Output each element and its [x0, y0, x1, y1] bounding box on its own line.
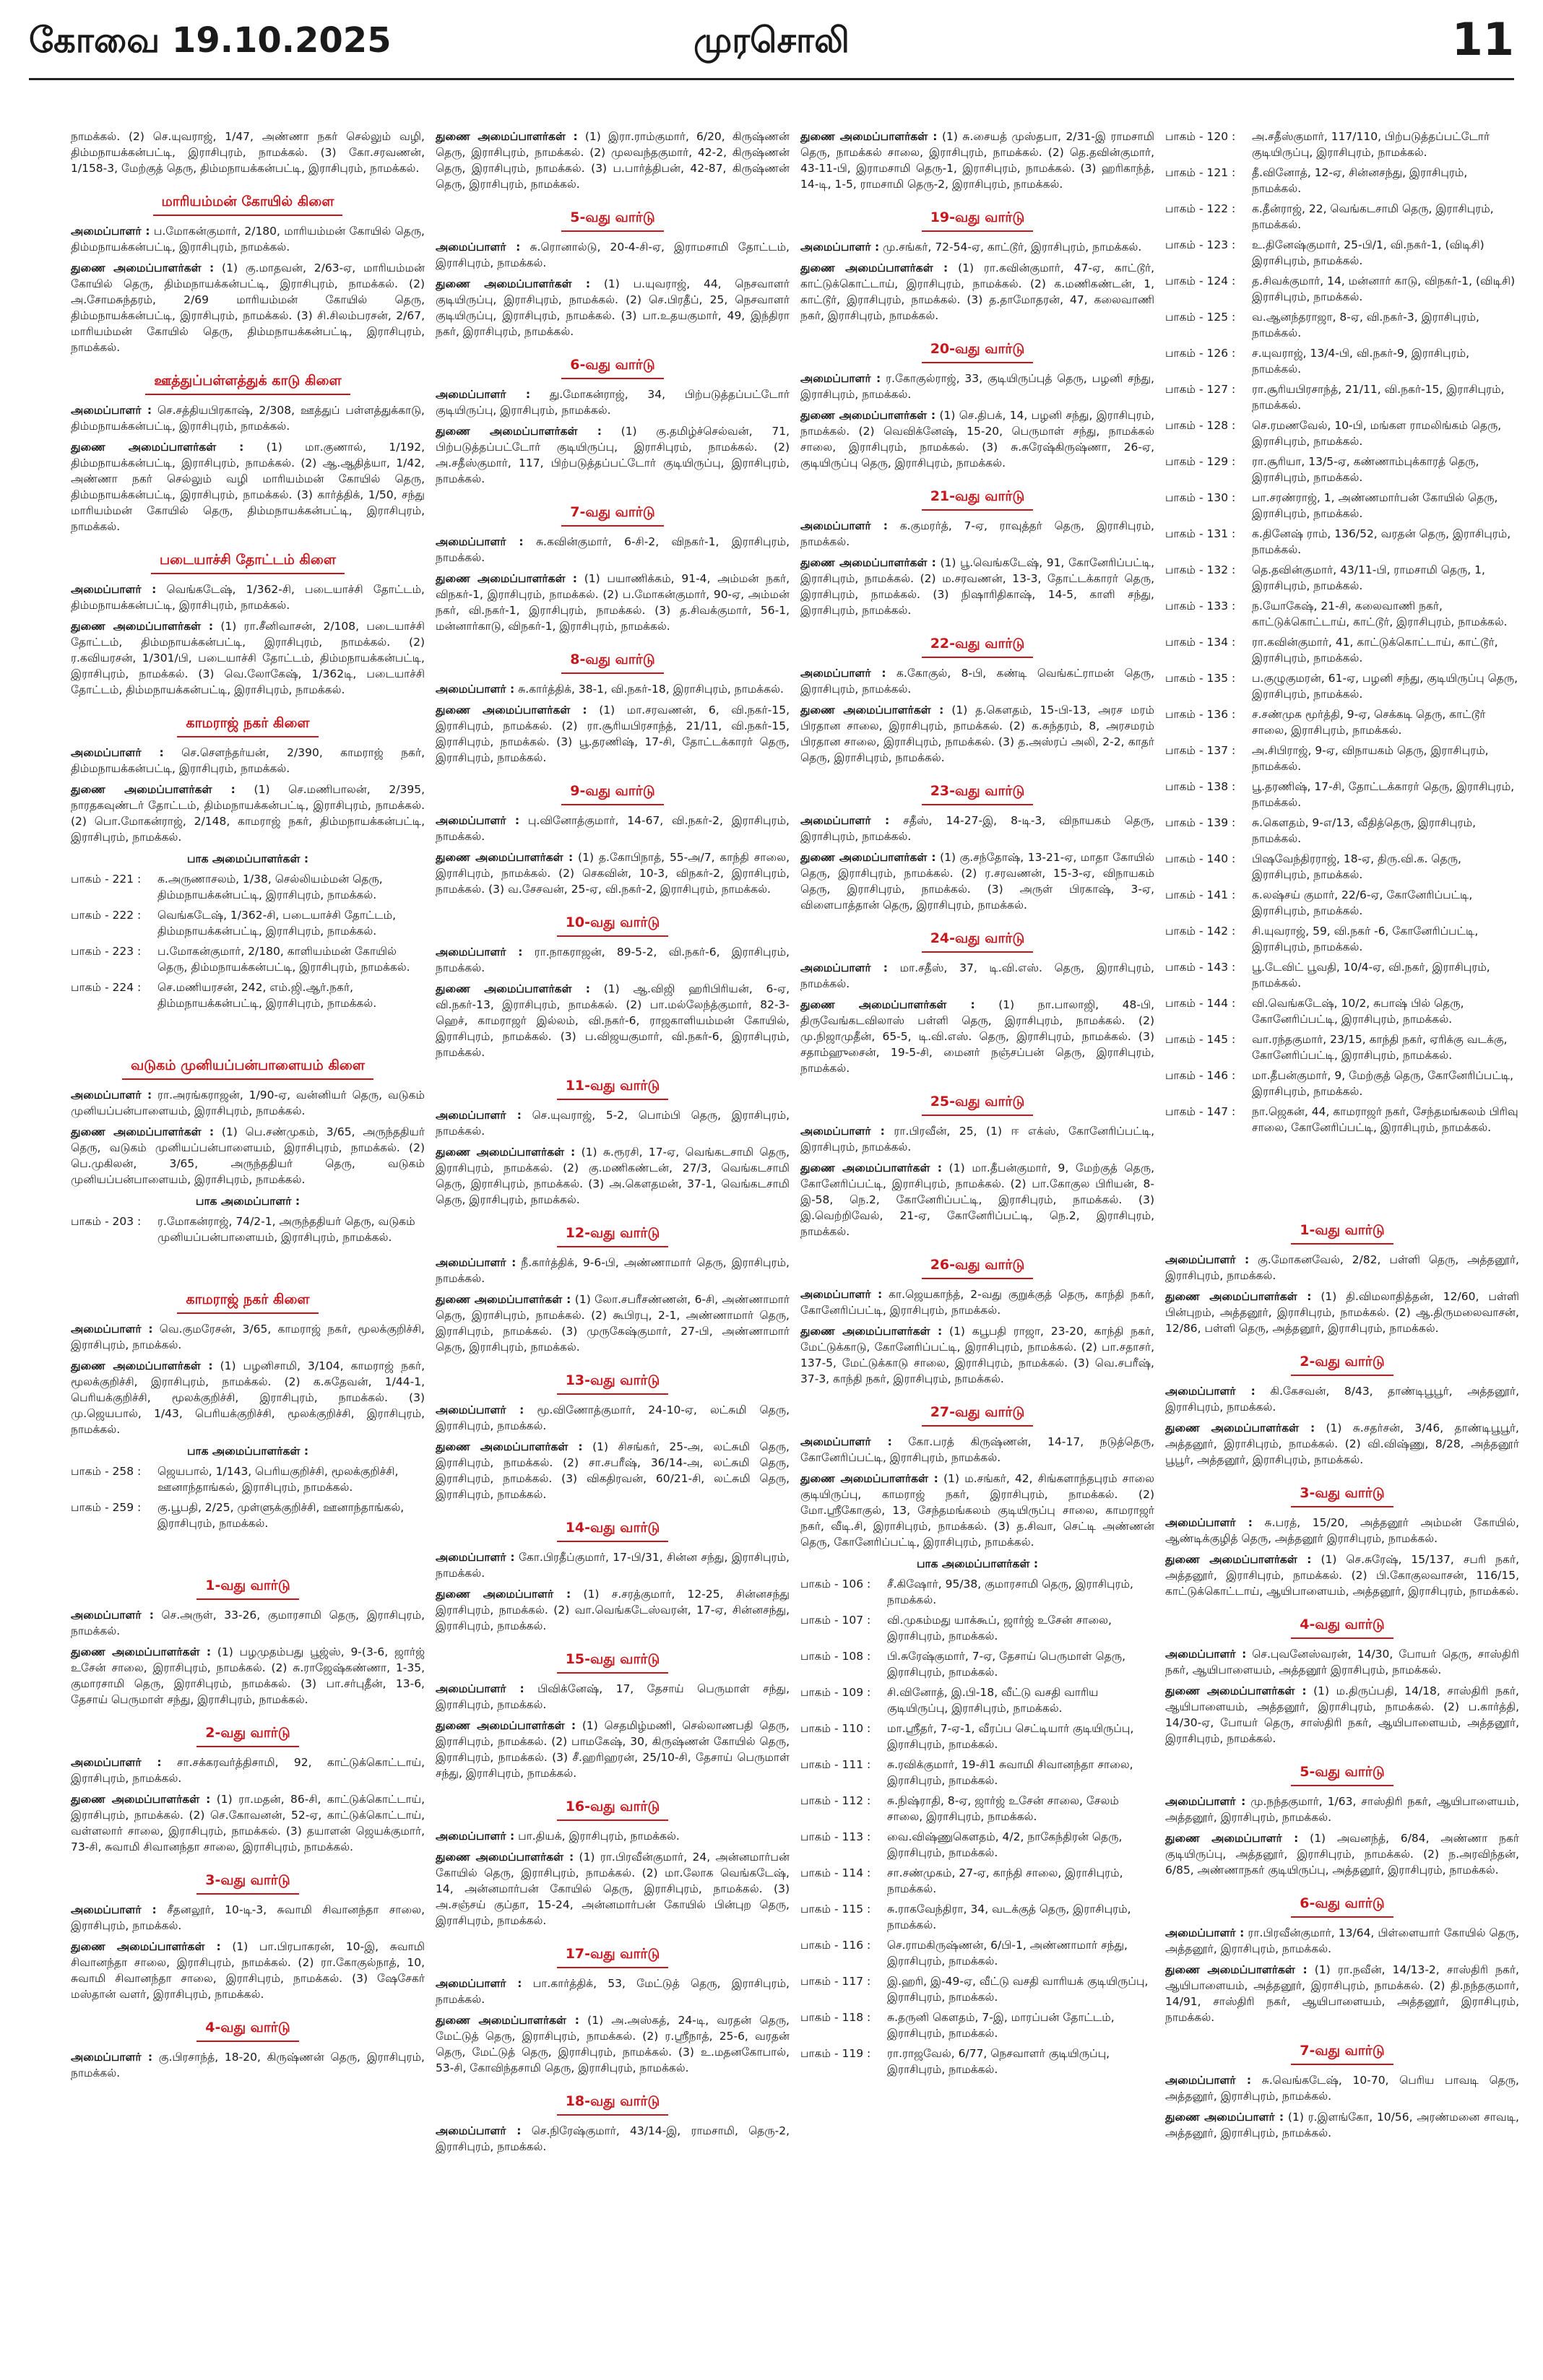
booth-list — [800, 1576, 1154, 2077]
booth-row: பாகம் - 146 : மா.தீபன்குமார், 9, மேற்குத் தெரு, கோனேரிப்பட்டி, இராசிபுரம், நாமக்கல். — [1165, 1069, 1514, 1098]
deputy-entry: துணை அமைப்பாளர்கள் : (1) சு.ரூரசி, 17-ஏ, வெங்கடசாமி தெரு, இராசிபுரம், நாமக்கல். (2) கு.மணிகண்டன், 27/3, வெங்கடசாமி தெரு, இராசிபுரம், நாமக்கல். (3) அ.கௌதமன், 37-1, வெங்கடசாமி தெரு, இராசிபுரம், நாமக்கல். — [436, 1145, 790, 1206]
booth-row: பாகம் - 121 : தீ.வினோத், 12-ஏ, சின்னசந்து, இராசிபுரம், நாமக்கல். — [1165, 166, 1468, 195]
organizer-entry: அமைப்பாளர் : ரா.அரங்கராஜன், 1/90-ஏ, வன்னியர் தெரு, வடுகம் முனியப்பன்பாளையம், இராசிபுரம், நாமக்கல். — [71, 1088, 425, 1117]
organizer-entry: அமைப்பாளர் : க.கோகுல், 8-பி, கண்டி வெங்கட்ராமன் தெரு, இராசிபுரம், நாமக்கல். — [800, 666, 1154, 696]
booth-row: பாகம் - 123 : உ.தினேஷ்குமார், 25-பி/1, வி.நகர்-1, (விடிசி) இராசிபுரம், நாமக்கல். — [1165, 238, 1484, 267]
booth-row: பாகம் - 122 : க.தீன்ராஜ், 22, வெங்கடசாமி தெரு, இராசிபுரம், நாமக்கல். — [1165, 202, 1494, 231]
booth-row: பாகம் - 141 : க.லஷ்சய் குமார், 22/6-ஏ, கோனேரிப்பட்டி, இராசிபுரம், நாமக்கல். — [1165, 888, 1473, 917]
ward-heading: 22-வது வார்டு — [800, 633, 1154, 658]
booth-list — [1165, 129, 1519, 1135]
deputy-entry: துணை அமைப்பாளர்கள் : (1) ம.திருப்பதி, 14/18, சாஸ்திரி நகர், ஆயிபாளையம், அத்தனூர், இராசிபுரம், நாமக்கல். (2) ப.கார்த்தி, 14/30-ஏ, போயர் தெரு, சாஸ்திரி நகர், ஆயிபாளையம், அத்தனூர், இராசிபுரம், நாமக்கல். — [1165, 1684, 1519, 1745]
booth-row: பாகம் - 137 : அ.சிபிராஜ், 9-ஏ, விநாயகம் தெரு, இராசிபுரம், நாமக்கல். — [1165, 744, 1489, 773]
section-heading: காமராஜ் நகர் கிளை — [71, 1289, 425, 1314]
organizer-entry: அமைப்பாளர் : கா.ஜெயகாந்த், 2-வது குறுக்குத் தெரு, காந்தி நகர், கோனேரிப்பட்டி, இராசிபுரம், நாமக்கல். — [800, 1287, 1154, 1317]
booth-heading: பாக அமைப்பாளர்கள் : — [916, 1557, 1039, 1570]
deputy-entry: துணை அமைப்பாளர்கள் : (1) செ.மணிபாலன், 2/395, நாரதகவுண்டர் தோட்டம், திம்மநாயக்கன்பட்டி, இராசிபுரம், நாமக்கல். (2) பொ.மோகன்ராஜ், 2/148, காமராஜ் நகர், திம்மநாயக்கன்பட்டி, இராசிபுரம், நாமக்கல். — [71, 782, 425, 844]
booth-row: பாகம் - 117 : இ.ஹரி, இ-49-ஏ, வீட்டு வசதி வாரியக் குடியிருப்பு, இராசிபுரம், நாமக்கல். — [800, 1974, 1149, 2004]
ward-heading: 2-வது வார்டு — [1165, 1351, 1519, 1376]
booth-row: பாகம் - 203 : ர.மோகன்ராஜ், 74/2-1, அருந்ததியர் தெரு, வடுகம் முனியப்பன்பாளையம், இராசிபுரம், நாமக்கல். — [71, 1214, 415, 1244]
ward-heading: 9-வது வார்டு — [436, 780, 790, 805]
col1-intro: நாமக்கல். (2) செ.யுவராஜ், 1/47, அண்ணா நகர் செல்லும் வழி, திம்மநாயக்கன்பட்டி, இராசிபுரம், நாமக்கல். (3) கோ.சரவணன், 1/158-3, மேற்குத் தெரு, திம்மநாயக்கன்பட்டி, இராசிபுரம், நாமக்கல். — [71, 130, 425, 175]
organizer-entry: அமைப்பாளர் : பிவிக்னேஷ், 17, தேசாய் பெருமாள் சந்து, இராசிபுரம், நாமக்கல். — [436, 1682, 790, 1711]
booth-row: பாகம் - 223 : ப.மோகன்குமார், 2/180, காளியம்மன் கோயில் தெரு, திம்மநாயக்கன்பட்டி, இராசிபுரம், நாமக்கல். — [71, 944, 410, 974]
ward-heading: 5-வது வார்டு — [436, 207, 790, 232]
deputy-entry: துணை அமைப்பாளர்கள் : (1) பா.பிரபாகரன், 10-இ, சுவாமி சிவானந்தா சாலை, இராசிபுரம், நாமக்கல். (2) ரா.கோகுல்நாத், 10, சுவாமி சிவானந்தா சாலை, இராசிபுரம், நாமக்கல். (3) ஷேசேகர் மஸ்தான் வளர், இராசிபுரம், நாமக்கல். — [71, 1939, 425, 2001]
ward-heading: 1-வது வார்டு — [71, 1575, 425, 1600]
booth-row: பாகம் - 139 : சு.கௌதம், 9-எ/13, வீதித்தெரு, இராசிபுரம், நாமக்கல். — [1165, 816, 1477, 845]
booth-row: பாகம் - 134 : ரா.கவின்குமார், 41, காட்டுக்கொட்டாய், காட்டூர், இராசிபுரம், நாமக்கல். — [1165, 636, 1498, 665]
booth-row: பாகம் - 138 : பூ.தரணிஷ், 17-சி, தோட்டக்காரர் தெரு, இராசிபுரம், நாமக்கல். — [1165, 780, 1515, 809]
ward-list — [1165, 1219, 1519, 2141]
deputy-entry: துணை அமைப்பாளர்கள் : (1) ஆ.விஜி ஹரிபிரியன், 6-ஏ, வி.நகர்-13, இராசிபுரம், நாமக்கல். (2) பா.மல்லேந்த்குமார், 82-3-ஹெச், காமராஜர் இல்லம், வி.நகர்-6, ராஜகாளியம்மன் கோயில், இராசிபுரம், நாமக்கல். (3) ப.விஜயகுமார், வி.நகர்-6, இராசிபுரம், நாமக்கல். — [436, 982, 790, 1059]
deputy-entry: துணை அமைப்பாளர்கள் : (1) செதமிழ்மணி, செல்லாணபதி தெரு, இராசிபுரம், நாமக்கல். (2) பாமகேஷ், 30, கிருஷ்ணன் கோயில் தெரு, இராசிபுரம், நாமக்கல். (3) சீ.ஹரிஹரன், 25/10-சி, தேசாய் பெருமாள் சந்து, இராசிபுரம், நாமக்கல். — [436, 1718, 790, 1780]
organizer-entry: அமைப்பாளர் : சு.ரொனால்டு, 20-4-சி-ஏ, இராமசாமி தோட்டம், இராசிபுரம், நாமக்கல். — [436, 240, 790, 269]
masthead — [29, 13, 1514, 80]
ward-heading: 19-வது வார்டு — [800, 207, 1154, 232]
organizer-entry: அமைப்பாளர் : ப.மோகன்குமார், 2/180, மாரியம்மன் கோயில் தெரு, திம்மநாயக்கன்பட்டி, இராசிபுரம், நாமக்கல். — [71, 224, 425, 254]
page-number: 11 — [1451, 13, 1514, 66]
ward-heading: 10-வது வார்டு — [436, 912, 790, 937]
organizer-entry: அமைப்பாளர் : கி.கேசவன், 8/43, தாண்டிபூபூர், அத்தனூர், இராசிபுரம், நாமக்கல். — [1165, 1384, 1519, 1414]
organizer-entry: அமைப்பாளர் : க.குமரர்த், 7-ஏ, ராவுத்தர் தெரு, இராசிபுரம், நாமக்கல். — [800, 519, 1154, 548]
booth-row: பாகம் - 120 : அ.சதீஸ்குமார், 117/110, பிற்படுத்தப்பட்டோர் குடியிருப்பு, இராசிபுரம், நாமக்கல். — [1165, 130, 1490, 159]
booth-row: பாகம் - 119 : ரா.ராஜவேல், 6/77, நெசவாளர் குடியிருப்பு, இராசிபுரம், நாமக்கல். — [800, 2046, 1110, 2076]
organizer-entry: அமைப்பாளர் : கோ.பிரதீப்குமார், 17-பி/31, சின்ன சந்து, இராசிபுரம், நாமக்கல். — [436, 1550, 790, 1580]
booth-row: பாகம் - 131 : க.தினேஷ் ராம், 136/52, வரதன் தெரு, இராசிபுரம், நாமக்கல். — [1165, 527, 1511, 556]
organizer-entry: அமைப்பாளர் : செ.சத்தியபிரகாஷ், 2/308, ஊத்துப் பள்ளத்துக்காடு, திம்மநாயக்கன்பட்டி, இராசிபுரம், நாமக்கல். — [71, 403, 425, 433]
organizer-entry: அமைப்பாளர் : சா.சக்கரவர்த்திசாமி, 92, காட்டுக்கொட்டாய், இராசிபுரம், நாமக்கல். — [71, 1755, 425, 1785]
ward-heading: 6-வது வார்டு — [436, 354, 790, 379]
column-3 — [800, 129, 1154, 2360]
deputy-entry: துணை அமைப்பாளர்கள் : (1) கு.சந்தோஷ், 13-21-ஏ, மாதா கோயில் தெரு, இராசிபுரம், நாமக்கல். (2) ர.சரவணன், 15-3-ஏ, விநாயகம் தெரு, இராசிபுரம், நாமக்கல். (3) அருள் பிரகாஷ், 3-ஏ, விளைபாத்தான் தெரு, இராசிபுரம், நாமக்கல். — [800, 850, 1154, 912]
organizer-entry: அமைப்பாளர் : சு.வெங்கடேஷ், 10-70, பெரிய பாவடி தெரு, அத்தனூர், இராசிபுரம், நாமக்கல். — [1165, 2073, 1519, 2103]
organizer-entry: அமைப்பாளர் : நீ.கார்த்திக், 9-6-பி, அண்ணாமார் தெரு, இராசிபுரம், நாமக்கல். — [436, 1255, 790, 1285]
section-heading: மாரியம்மன் கோயில் கிளை — [71, 191, 425, 216]
booth-row: பாகம் - 107 : வி.முகம்மது யாக்கூப், ஜார்ஜ் உசேன் சாலை, இராசிபுரம், நாமக்கல். — [800, 1613, 1112, 1643]
ward-heading: 5-வது வார்டு — [1165, 1761, 1519, 1786]
deputy-entry: துணை அமைப்பாளர்கள் : (1) ப.யுவராஜ், 44, நெசவாளர் குடியிருப்பு, இராசிபுரம், நாமக்கல். (2) செ.பிரதீப், 25, நெசவாளர் குடியிருப்பு, இராசிபுரம், நாமக்கல். (3) பா.உதயகுமார், 49, இந்திரா நகர், இராசிபுரம், நாமக்கல். — [436, 277, 790, 338]
organizer-entry: அமைப்பாளர் : செ.சௌந்தர்யன், 2/390, காமராஜ் நகர், திம்மநாயக்கன்பட்டி, இராசிபுரம், நாமக்கல். — [71, 745, 425, 775]
deputy-entry: துணை அமைப்பாளர்கள் : (1) சு.சையத் முஸ்தபா, 2/31-இ ராமசாமி தெரு, நாமக்கல் சாலை, இராசிபுரம், நாமக்கல். (2) தெ.தவின்குமார், 43-11-பி, இராமசாமி தெரு-1, இராசிபுரம், நாமக்கல். (3) ஹரிகாந்த், 14-டி, 1-5, ராமசாமி தெரு-2, இராசிபுரம், நாமக்கல். — [800, 130, 1154, 191]
organizer-entry: அமைப்பாளர் : செ.யுவராஜ், 5-2, பொம்பி தெரு, இராசிபுரம், நாமக்கல். — [436, 1108, 790, 1138]
organizer-entry: அமைப்பாளர் : கோ.பரத் கிருஷ்ணன், 14-17, நடுத்தெரு, கோனேரிப்பட்டி, இராசிபுரம், நாமக்கல். — [800, 1435, 1154, 1464]
ward-heading: 23-வது வார்டு — [800, 780, 1154, 805]
deputy-entry: துணை அமைப்பாளர் : (1) ர.இளங்கோ, 10/56, அரண்மனை சாவடி, அத்தனூர், இராசிபுரம், நாமக்கல். — [1165, 2110, 1519, 2139]
deputy-entry: துணை அமைப்பாளர்கள் : (1) அ.அஸ்கத், 24-டி, வரதன் தெரு, மேட்டுத் தெரு, இராசிபுரம், நாமக்கல். (2) ர.ஸ்ரீநாத், 25-6, வரதன் தெரு, மேட்டுத் தெரு, இராசிபுரம், நாமக்கல். (3) உ.மதனகோபால், 53-சி, கோவிந்தசாமி தெரு, இராசிபுரம், நாமக்கல். — [436, 2013, 790, 2074]
ward-heading: 7-வது வார்டு — [436, 501, 790, 527]
ward-heading: 8-வது வார்டு — [436, 649, 790, 674]
deputy-entry: துணை அமைப்பாளர்கள் : (1) பெ.சண்முகம், 3/65, அருந்ததியர் தெரு, வடுகம் முனியப்பன்பாளையம், இராசிபுரம், நாமக்கல். (2) பெ.முகிலன், 3/65, அருந்ததியர் தெரு, வடுகம் முனியப்பன்பாளையம், இராசிபுரம், நாமக்கல். — [71, 1125, 425, 1186]
ward-list — [800, 207, 1154, 1550]
organizer-entry: அமைப்பாளர் : மூ.விணோத்குமார், 24-10-ஏ, லட்சுமி தெரு, இராசிபுரம், நாமக்கல். — [436, 1403, 790, 1432]
deputy-entry: துணை அமைப்பாளர்கள் : (1) மா.குணால், 1/192, திம்மநாயக்கன்பட்டி, இராசிபுரம், நாமக்கல். (2) ஆ.ஆதித்யா, 1/42, அண்ணா நகர் செல்லும் வழி மாரியம்மன் கோயில் தெரு, திம்மநாயக்கன்பட்டி, இராசிபுரம், நாமக்கல். (3) கார்த்திக், 1/50, சந்து மாரியம்மன் கோயில் தெரு, திம்மநாயக்கன்பட்டி, இராசிபுரம், நாமக்கல். — [71, 440, 425, 533]
deputy-entry: துணை அமைப்பாளர்கள் : (1) மா.தீபன்குமார், 9, மேற்குத் தெரு, கோனேரிப்பட்டி, இராசிபுரம், நாமக்கல். (2) பா.கோகுல பிரியன், 8-இ-58, நெ.2, கோனேரிப்பட்டி, இராசிபுரம், நாமக்கல். (3) இ.வெற்றிவேல், 21-ஏ, கோனேரிப்பட்டி, நெ.2, இராசிபுரம், நாமக்கல். — [800, 1161, 1154, 1238]
booth-row: பாகம் - 132 : தெ.தவின்குமார், 43/11-பி, ராமசாமி தெரு, 1, இராசிபுரம், நாமக்கல். — [1165, 563, 1485, 592]
booth-row: பாகம் - 129 : ரா.சூரியா, 13/5-ஏ, கண்ணாம்புக்காரத் தெரு, இராசிபுரம், நாமக்கல். — [1165, 455, 1479, 484]
organizer-entry: அமைப்பாளர் : சு.கவின்குமார், 6-சி-2, விநகர்-1, இராசிபுரம், நாமக்கல். — [436, 535, 790, 564]
booth-row: பாகம் - 115 : சு.ராகவேந்திரா, 34, வடக்குத் தெரு, இராசிபுரம், நாமக்கல். — [800, 1902, 1131, 1931]
ward-heading: 21-வது வார்டு — [800, 485, 1154, 511]
ward-heading: 16-வது வார்டு — [436, 1796, 790, 1821]
organizer-entry: அமைப்பாளர் : ரா.பிரவீன், 25, (1) ஈ எக்ஸ், கோனேரிப்பட்டி, இராசிபுரம், நாமக்கல். — [800, 1124, 1154, 1154]
deputy-entry: துணை அமைப்பாளர்கள் : (1) சு.சதர்சன், 3/46, தாண்டிபூபூர், அத்தனூர், இராசிபுரம், நாமக்கல். (2) வி.விஷ்ணு, 8/28, அத்தனூர் பூபூர், அத்தனூர், இராசிபுரம், நாமக்கல். — [1165, 1421, 1519, 1466]
ward-heading: 6-வது வார்டு — [1165, 1892, 1519, 1918]
deputy-entry: துணை அமைப்பாளர்கள் : (1) பழனிசாமி, 3/104, காமராஜ் நகர், மூலக்குறிச்சி, இராசிபுரம், நாமக்கல். (2) க.சுதேவன், 1/44-1, பெரியக்குறிச்சி, மூலக்குறிச்சி, இராசிபுரம், நாமக்கல். (3) மு.ஜெயபால், 1/43, பெரியக்குறிச்சி, மூலக்குறிச்சி, இராசிபுரம், நாமக்கல். — [71, 1359, 425, 1436]
organizer-entry: அமைப்பாளர் : வெங்கடேஷ், 1/362-சி, படையாச்சி தோட்டம், திம்மநாயக்கன்பட்டி, இராசிபுரம், நாமக்கல். — [71, 582, 425, 612]
booth-row: பாகம் - 110 : மா.ஸ்ரீதர், 7-ஏ-1, வீரப்ப செட்டியார் குடியிருப்பு, இராசிபுரம், நாமக்கல். — [800, 1721, 1134, 1751]
deputy-entry: துணை அமைப்பாளர்கள் : (1) கபூபதி ராஜா, 23-20, காந்தி நகர், மேட்டுக்காடு, கோனேரிப்பட்டி, இராசிபுரம், நாமக்கல். (2) பா.சதாசர், 137-5, மேட்டுக்காடு சாலை, இராசிபுரம், நாமக்கல். (3) வெ.சபரீஷ், 37-3, காந்தி நகர், இராசிபுரம், நாமக்கல். — [800, 1324, 1154, 1385]
organizer-entry: அமைப்பாளர் : பா.தியக், இராசிபுரம், நாமக்கல். — [436, 1829, 680, 1843]
booth-row: பாகம் - 116 : செ.ராமகிருஷ்ணன், 6/பி-1, அண்ணாமார் சந்து, இராசிபுரம், நாமக்கல். — [800, 1938, 1128, 1968]
booth-row: பாகம் - 111 : சு.ரவிக்குமார், 19-சி1 சுவாமி சிவானந்தா சாலை, இராசிபுரம், நாமக்கல். — [800, 1757, 1133, 1787]
booth-row: பாகம் - 127 : ரா.சூரியபிரசாந்த், 21/11, வி.நகர்-15, இராசிபுரம், நாமக்கல். — [1165, 383, 1505, 412]
organizer-entry: அமைப்பாளர் : சு.கார்த்திக், 38-1, வி.நகர்-18, இராசிபுரம், நாமக்கல். — [436, 682, 784, 696]
deputy-entry: துணை அமைப்பாளர்கள் : (1) செ.திபக், 14, பழனி சந்து, இராசிபுரம், நாமக்கல். (2) வெவிக்னேஷ், 15-20, பெருமாள் சந்து, நாமக்கல் சாலை, இராசிபுரம், நாமக்கல். (3) சு.சுரேஷ்கிருஷ்ணா, 26-ஏ, குடியிருப்பு தெரு, இராசிபுரம், நாமக்கல். — [800, 408, 1154, 469]
organizer-entry: அமைப்பாளர் : சதீஸ், 14-27-இ, 8-டி-3, விநாயகம் தெரு, இராசிபுரம், நாமக்கல். — [800, 813, 1154, 843]
deputy-entry: துணை அமைப்பாளர்கள் : (1) சிசங்கர், 25-அ, லட்சுமி தெரு, இராசிபுரம், நாமக்கல். (2) சா.சபரீஷ், 36/14-அ, லட்சுமி தெரு, இராசிபுரம், நாமக்கல். (3) விகதிரவன், 60/21-சி, லட்சுமி தெரு, இராசிபுரம், நாமக்கல். — [436, 1440, 790, 1501]
booth-row: பாகம் - 136 : ச.சண்முக மூர்த்தி, 9-ஏ, செக்கடி தெரு, காட்டூர் சாலை, இராசிபுரம், நாமக்கல். — [1165, 708, 1486, 737]
ward-heading: 27-வது வார்டு — [800, 1401, 1154, 1427]
deputy-entry: துணை அமைப்பாளர்கள் : (1) இரா.ராம்குமார், 6/20, கிருஷ்ணன் தெரு, இராசிபுரம், நாமக்கல். (2) முலவந்தகுமார், 42-2, கிருஷ்ணன் தெரு, இராசிபுரம், நாமக்கல். (3) ப.பார்த்திபன், 42-87, கிருஷ்ணன் தெரு, இராசிபுரம், நாமக்கல். — [436, 130, 790, 191]
column-4 — [1165, 129, 1519, 2360]
booth-row: பாகம் - 221 : க.அருணாசலம், 1/38, செல்லியம்மன் தெரு, திம்மநாயக்கன்பட்டி, இராசிபுரம், நாமக்கல். — [71, 872, 383, 901]
organizer-entry: அமைப்பாளர் : செ.அருள், 33-26, குமாரசாமி தெரு, இராசிபுரம், நாமக்கல். — [71, 1608, 425, 1637]
booth-row: பாகம் - 144 : வி.வெங்கடேஷ், 10/2, சுபாஷ் பில் தெரு, கோனேரிப்பட்டி, இராசிபுரம், நாமக்கல். — [1165, 997, 1464, 1026]
column-2 — [436, 129, 790, 2360]
organizer-entry: அமைப்பாளர் : வெ.குமரேசன், 3/65, காமராஜ் நகர், மூலக்குறிச்சி, இராசிபுரம், நாமக்கல். — [71, 1322, 425, 1351]
booth-row: பாகம் - 108 : பி.சுரேஷ்குமார், 7-ஏ, தேசாய் பெருமாள் தெரு, இராசிபுரம், நாமக்கல். — [800, 1649, 1126, 1679]
booth-row: பாகம் - 133 : ந.யோகேஷ், 21-சி, கலைவாணி நகர், காட்டுக்கொட்டாய், காட்டூர், இராசிபுரம், நாமக்கல். — [1165, 600, 1508, 628]
organizer-entry: அமைப்பாளர் : மு.நந்தகுமார், 1/63, சாஸ்திரி நகர், ஆயிபாளையம், அத்தனூர், இராசிபுரம், நாமக்கல். — [1165, 1794, 1519, 1824]
deputy-entry: துணை அமைப்பாளர்கள் : (1) பழமுதம்பது பூஜ்ஸ், 9-(3-6, ஜார்ஜ் உசேன் சாலை, இராசிபுரம், நாமக்கல். (2) சு.ராஜேஷ்கண்ணா, 1-35, குமாரசாமி தெரு, இராசிபுரம், நாமக்கல். (3) பா.சர்புதீன், 13-6, தேசாய் பெருமாள் சந்து, இராசிபுரம், நாமக்கல். — [71, 1645, 425, 1706]
deputy-entry: துணை அமைப்பாளர்கள் : (1) த.கோபிநாத், 55-அ/7, காந்தி சாலை, இராசிபுரம், நாமக்கல். (2) செகவின், 10-3, விநகர்-2, இராசிபுரம், நாமக்கல். (3) வ.சேசவன், 25-ஏ, வி.நகர்-2, இராசிபுரம், நாமக்கல். — [436, 850, 790, 896]
ward-heading: 12-வது வார்டு — [436, 1222, 790, 1247]
booth-row: பாகம் - 128 : செ.ரமணவேல், 10-பி, மங்கள ராமலிங்கம் தெரு, இராசிபுரம், நாமக்கல். — [1165, 419, 1502, 448]
section-heading: படையாச்சி தோட்டம் கிளை — [71, 549, 425, 574]
organizer-entry: அமைப்பாளர் : கு.மோகனவேல், 2/82, பள்ளி தெரு, அத்தனூர், இராசிபுரம், நாமக்கல். — [1165, 1252, 1519, 1282]
section-heading: வடுகம் முனியப்பன்பாளையம் கிளை — [71, 1055, 425, 1080]
ward-heading: 7-வது வார்டு — [1165, 2040, 1519, 2065]
booth-row: பாகம் - 130 : பா.சரண்ராஜ், 1, அண்ணமார்பன் கோயில் தெரு, இராசிபுரம், நாமக்கல். — [1165, 491, 1498, 520]
booth-row: பாகம் - 222 : வெங்கடேஷ், 1/362-சி, படையாச்சி தோட்டம், திம்மநாயக்கன்பட்டி, இராசிபுரம், நாமக்கல். — [71, 908, 397, 938]
ward-heading: 26-வது வார்டு — [800, 1254, 1154, 1279]
booth-heading: பாக அமைப்பாளர் : — [195, 1194, 301, 1208]
deputy-entry: துணை அமைப்பாளர்கள் : (1) ரா.மதன், 86-சி, காட்டுக்கொட்டாய், இராசிபுரம், நாமக்கல். (2) செ.கோவனன், 52-ஏ, காட்டுக்கொட்டாய், வள்ளலார் சாலை, இராசிபுரம், நாமக்கல். (3) தயாளன் ஜெயக்குமார், 73-சி, சுவாமி சிவானந்தா சாலை, இராசிபுரம், நாமக்கல். — [71, 1792, 425, 1853]
deputy-entry: துணை அமைப்பாளர்கள் : (1) நா.பாலாஜி, 48-பி, திருவேங்கடவிலாஸ் பள்ளி தெரு, இராசிபுரம், நாமக்கல். (2) மு.நிஜாமுதீன், 65-5, டி.வி.எஸ். தெரு, இராசிபுரம், நாமக்கல். (3) சதாம்ஹுசைன், 19-5-சி, மைனர் நஞ்சப்பன் தெரு, இராசிபுரம், நாமக்கல். — [800, 998, 1154, 1075]
deputy-entry: துணை அமைப்பாளர்கள் : (1) கு.தமிழ்ச்செல்வன், 71, பிற்படுத்தப்பட்டோர் குடியிருப்பு, இராசிபுரம், நாமக்கல். (2) அ.சதீஸ்குமார், 117, பிற்படுத்தப்பட்டோர் குடியிருப்பு, இராசிபுரம், நாமக்கல். — [436, 424, 790, 485]
booth-heading: பாக அமைப்பாளர்கள் : — [186, 852, 309, 865]
ward-heading: 20-வது வார்டு — [800, 338, 1154, 363]
organizer-entry: அமைப்பாளர் : ரா.நாகராஜன், 89-5-2, வி.நகர்-6, இராசிபுரம், நாமக்கல். — [436, 945, 790, 974]
organizer-entry: அமைப்பாளர் : மு.சங்கர், 72-54-ஏ, காட்டூர், இராசிபுரம், நாமக்கல். — [800, 240, 1142, 254]
booth-row: பாகம் - 135 : ப.குழுகுமரன், 61-ஏ, பழனி சந்து, குடியிருப்பு தெரு, இராசிபுரம், நாமக்கல். — [1165, 672, 1518, 701]
organizer-entry: அமைப்பாளர் : செ.புவனேஸ்வரன், 14/30, போயர் தெரு, சாஸ்திரி நகர், ஆயிபாளையம், அத்தனூர் இராசிபுரம், நாமக்கல். — [1165, 1647, 1519, 1676]
booth-row: பாகம் - 259 : கு.பூபதி, 2/25, முள்ளுக்குறிச்சி, ஊனாந்தாங்கல், இராசிபுரம், நாமக்கல். — [71, 1500, 405, 1530]
deputy-entry: துணை அமைப்பாளர்கள் : (1) கு.மாதவன், 2/63-ஏ, மாரியம்மன் கோயில் தெரு, திம்மநாயக்கன்பட்டி, இராசிபுரம், நாமக்கல். (2) அ.சோமசுந்தரம், 2/69 மாரியம்மன் கோயில் தெரு, திம்மநாயக்கன்பட்டி, இராசிபுரம், நாமக்கல். (3) சி.சிலம்பரசன், 2/67, மாரியம்மன் கோயில் தெரு, திம்மநாயக்கன்பட்டி, இராசிபுரம், நாமக்கல். — [71, 261, 425, 354]
organizer-entry: அமைப்பாளர் : சீதனலூர், 10-டி-3, சுவாமி சிவானந்தா சாலை, இராசிபுரம், நாமக்கல். — [71, 1903, 425, 1932]
ward-heading: 11-வது வார்டு — [436, 1075, 790, 1100]
deputy-entry: துணை அமைப்பாளர்கள் : (1) த.கௌதம், 15-பி-13, அரச மரம் பிரதான சாலை, இராசிபுரம், நாமக்கல். (2) க.சுந்தரம், 8, அரசமரம் பிரதான சாலை, இராசிபுரம், நாமக்கல். (3) த.அஸ்ரப் அலி, 2-2, காதர் தெரு, இராசிபுரம், நாமக்கல். — [800, 703, 1154, 764]
deputy-entry: துணை அமைப்பாளர் : (1) ச.சரத்குமார், 12-25, சின்னசந்து இராசிபுரம், நாமக்கல். (2) வா.வெங்கடேஸ்வரன், 17-ஏ, சின்னசந்து, இராசிபுரம், நாமக்கல். — [436, 1587, 790, 1632]
ward-heading: 17-வது வார்டு — [436, 1943, 790, 1968]
booth-row: பாகம் - 113 : வை.விஷ்ணுகௌதம், 4/2, நாகேந்திரன் தெரு, இராசிபுரம், நாமக்கல். — [800, 1830, 1123, 1859]
ward-heading: 3-வது வார்டு — [71, 1869, 425, 1895]
organizer-entry: அமைப்பாளர் : மா.சதீஸ், 37, டி.வி.எஸ். தெரு, இராசிபுரம், நாமக்கல். — [800, 961, 1154, 990]
organizer-entry: அமைப்பாளர் : து.மோகன்ராஜ், 34, பிற்படுத்தப்பட்டோர் குடியிருப்பு, இராசிபுரம், நாமக்கல். — [436, 387, 790, 417]
booth-row: பாகம் - 112 : சு.நிஷ்ராதி, 8-ஏ, ஜார்ஜ் உசேன் சாலை, சேலம் சாலை, இராசிபுரம், நாமக்கல். — [800, 1793, 1119, 1823]
deputy-entry: துணை அமைப்பாளர்கள் : (1) மா.சரவணன், 6, வி.நகர்-15, இராசிபுரம், நாமக்கல். (2) ரா.சூரியபிரசாந்த், 21/11, வி.நகர்-15, இராசிபுரம், நாமக்கல். (3) பூ.தரணிஷ், 17-சி, தோட்டக்காரர் தெரு, இராசிபுரம், நாமக்கல். — [436, 703, 790, 764]
ward-heading: 15-வது வார்டு — [436, 1648, 790, 1674]
booth-row: பாகம் - 224 : செ.மணியரசன், 242, எம்.ஜி.ஆர்.நகர், திம்மநாயக்கன்பட்டி, இராசிபுரம், நாமக்கல். — [71, 980, 377, 1010]
booth-row: பாகம் - 114 : சா.சண்முகம், 27-ஏ, காந்தி சாலை, இராசிபுரம், நாமக்கல். — [800, 1866, 1123, 1895]
deputy-entry: துணை அமைப்பாளர்கள் : (1) ரா.நவீன், 14/13-2, சாஸ்திரி நகர், ஆயிபாளையம், அத்தனூர், இராசிபுரம், நாமக்கல். (2) தி.நந்தகுமார், 14/91, சாஸ்திரி நகர், ஆயிபாளையம், அத்தனூர், இராசிபுரம், நாமக்கல். — [1165, 1963, 1519, 2024]
booth-row: பாகம் - 126 : ச.யுவராஜ், 13/4-பி, வி.நகர்-9, இராசிபுரம், நாமக்கல். — [1165, 347, 1470, 376]
booth-row: பாகம் - 142 : சி.யுவராஜ், 59, வி.நகர் -6, கோனேரிப்பட்டி, இராசிபுரம், நாமக்கல். — [1165, 925, 1479, 953]
newspaper-name: முரசொலி — [693, 20, 850, 61]
ward-heading: 3-வது வார்டு — [1165, 1482, 1519, 1507]
deputy-entry: துணை அமைப்பாளர்கள் : (1) ரா.சீனிவாசன், 2/108, படையாச்சி தோட்டம், திம்மநாயக்கன்பட்டி, இராசிபுரம், நாமக்கல். (2) ர.கவியரசன், 1/301/பி, படையாச்சி தோட்டம், திம்மநாயக்கன்பட்டி, இராசிபுரம், நாமக்கல். (3) வெ.லோகேஷ், 1/362டி, படையாச்சி தோட்டம், திம்மநாயக்கன்பட்டி, இராசிபுரம், நாமக்கல். — [71, 619, 425, 696]
booth-row: பாகம் - 145 : வா.ரந்தகுமார், 23/15, காந்தி நகர், ஏரிக்கு வடக்கு, கோனேரிப்பட்டி, இராசிபுரம், நாமக்கல். — [1165, 1033, 1508, 1062]
deputy-entry: துணை அமைப்பாளர்கள் : (1) தி.விமலாதித்தன், 12/60, பள்ளி பின்புறம், அத்தனூர், இராசிபுரம், நாமக்கல். (2) ஆ.திருமலைவாசன், 12/86, பள்ளி தெரு, அத்தனூர், இராசிபுரம், நாமக்கல். — [1165, 1289, 1519, 1335]
ward-heading: 4-வது வார்டு — [71, 2017, 425, 2042]
booth-row: பாகம் - 109 : சி.வினோத், இ.பி-18, வீட்டு வசதி வாரிய குடியிருப்பு, இராசிபுரம், நாமக்கல். — [800, 1685, 1099, 1715]
ward-heading: 25-வது வார்டு — [800, 1091, 1154, 1116]
ward-heading: 4-வது வார்டு — [1165, 1614, 1519, 1639]
deputy-entry: துணை அமைப்பாளர்கள் : (1) பூ.வெங்கடேஷ், 91, கோனேரிப்பட்டி, இராசிபுரம், நாமக்கல். (2) ம.சரவணன், 13-3, தோட்டக்காரர் தெரு, இராசிபுரம், நாமக்கல். (3) நிஷாரிதிகாஷ், 14-5, காளி சந்து, இராசிபுரம், நாமக்கல். — [800, 555, 1154, 617]
booth-row: பாகம் - 125 : வ.ஆனந்தராஜா, 8-ஏ, வி.நகர்-3, இராசிபுரம், நாமக்கல். — [1165, 311, 1479, 339]
ward-heading: 2-வது வார்டு — [71, 1722, 425, 1747]
deputy-entry: துணை அமைப்பாளர்கள் : (1) ம.சங்கர், 42, சிங்களாந்தபுரம் சாலை குடியிருப்பு, காமராஜ் நகர், இராசிபுரம், நாமக்கல். (2) மோ.ஸ்ரீகோகுல், 13, சேந்தமங்கலம் குடியிருப்பு சாலை, காமராஜர் நகர், வீடி.சி, இராசிபுரம், நாமக்கல். (3) த.சிவா, செட்டி அண்ணன் தெரு, கோனேரிப்பட்டி, இராசிபுரம், நாமக்கல். — [800, 1471, 1154, 1549]
deputy-entry: துணை அமைப்பாளர்கள் : (1) செ.சுரேஷ், 15/137, சபரி நகர், அத்தனூர், இராசிபுரம், நாமக்கல். (2) பி.கோகுலவாசன், 116/15, காட்டுக்கொட்டாய், ஆயிபாளையம், அத்தனூர், இராசிபுரம், நாமக்கல். — [1165, 1552, 1519, 1598]
deputy-entry: துணை அமைப்பாளர்கள் : (1) ரா.பிரவீன்குமார், 24, அன்னமார்பன் கோயில் தெரு, இராசிபுரம், நாமக்கல். (2) மா.லோக வெங்கடேஷ், 14, அன்னமார்பன் கோயில் தெரு, இராசிபுரம், நாமக்கல். (3) அ.சஞ்சய் குப்தா, 15-24, அன்னமார்பன் கோயில் பின்புற தெரு, இராசிபுரம், நாமக்கல். — [436, 1850, 790, 1927]
ward-heading: 18-வது வார்டு — [436, 2090, 790, 2116]
ward-heading: 24-வது வார்டு — [800, 927, 1154, 953]
ward-heading: 13-வது வார்டு — [436, 1369, 790, 1395]
deputy-entry: துணை அமைப்பாளர்கள் : (1) லோ.சபரீசண்ணன், 6-சி, அண்ணாமார் தெரு, இராசிபுரம், நாமக்கல். (2) கூபிரபு, 2-1, அண்ணாமார் தெரு, இராசிபுரம், நாமக்கல். (3) முருகேஷ்குமார், 27-பி, அண்ணாமார் தெரு, இராசிபுரம், நாமக்கல். — [436, 1292, 790, 1354]
organizer-entry: அமைப்பாளர் : பா.கார்த்திக், 53, மேட்டுத் தெரு, இராசிபுரம், நாமக்கல். — [436, 1976, 790, 2006]
ward-heading: 14-வது வார்டு — [436, 1517, 790, 1542]
booth-row: பாகம் - 124 : த.சிவக்குமார், 14, மன்னார் காடு, விநகர்-1, (விடிசி) இராசிபுரம், நாமக்கல். — [1165, 274, 1516, 303]
deputy-entry: துணை அமைப்பாளர் : (1) அவனந்த், 6/84, அண்ணா நகர் குடியிருப்பு, அத்தனூர், இராசிபுரம், நாமக்கல். (2) ந.அரவிந்தன், 6/85, அண்ணாநகர் குடியிருப்பு, அத்தனூர், இராசிபுரம், நாமக்கல். — [1165, 1831, 1519, 1877]
deputy-entry: துணை அமைப்பாளர்கள் : (1) ரா.கவின்குமார், 47-ஏ, காட்டூர், காட்டுக்கொட்டாய், இராசிபுரம், நாமக்கல். (2) க.மணிகண்டன், 1, காட்டூர், இராசிபுரம், நாமக்கல். (3) த.தாமோதரன், 47, கலைவாணி நகர், இராசிபுரம், நாமக்கல். — [800, 261, 1154, 322]
organizer-entry: அமைப்பாளர் : கு.பிரசாந்த், 18-20, கிருஷ்ணன் தெரு, இராசிபுரம், நாமக்கல். — [71, 2050, 425, 2080]
booth-row: பாகம் - 258 : ஜெயபால், 1/143, பெரியகுறிச்சி, மூலக்குறிச்சி, ஊனாந்தாங்கல், இராசிபுரம், நாமக்கல். — [71, 1464, 399, 1494]
booth-row: பாகம் - 106 : சீ.கிஷோர், 95/38, குமாரசாமி தெரு, இராசிபுரம், நாமக்கல். — [800, 1577, 1133, 1606]
booth-row: பாகம் - 140 : பிஷவேந்திரராஜ், 18-ஏ, திரு.வி.க. தெரு, இராசிபுரம், நாமக்கல். — [1165, 852, 1461, 881]
booth-row: பாகம் - 118 : சு.தருனி கௌதம், 7-இ, மாரப்பன் தோட்டம், இராசிபுரம், நாமக்கல். — [800, 2010, 1115, 2040]
organizer-entry: அமைப்பாளர் : சு.பரத், 15/20, அத்தனூர் அம்மன் கோயில், ஆண்டிக்குழித் தெரு, அத்தனூர் இராசிபுரம், நாமக்கல். — [1165, 1515, 1519, 1545]
column-1 — [71, 129, 425, 2360]
deputy-entry: துணை அமைப்பாளர்கள் : (1) பயாணிக்கம், 91-4, அம்மன் நகர், விநகர்-1, இராசிபுரம், நாமக்கல். (2) ப.மோகன்குமார், 90-ஏ, அம்மன் நகர், வி.நகர்-1, இராசிபுரம், நாமக்கல். (3) த.சிவக்குமார், 56-1, மன்னார்காடு, விநகர்-1, இராசிபுரம், நாமக்கல். — [436, 571, 790, 633]
section-heading: ஊத்துப்பள்ளத்துக் காடு கிளை — [71, 370, 425, 395]
ward-heading: 1-வது வார்டு — [1165, 1219, 1519, 1245]
organizer-entry: அமைப்பாளர் : ர.கோகுல்ராஜ், 33, குடியிருப்புத் தெரு, பழனி சந்து, இராசிபுரம், நாமக்கல். — [800, 371, 1154, 401]
section-heading: காமராஜ் நகர் கிளை — [71, 712, 425, 737]
booth-row: பாகம் - 143 : பூ.டேவிட் பூவதி, 10/4-ஏ, வி.நகர், இராசிபுரம், நாமக்கல். — [1165, 961, 1490, 990]
organizer-entry: அமைப்பாளர் : பு.வினோத்குமார், 14-67, வி.நகர்-2, இராசிபுரம், நாமக்கல். — [436, 813, 790, 843]
organizer-entry: அமைப்பாளர் : ரா.பிரவீன்குமார், 13/64, பிள்ளையார் கோயில் தெரு, அத்தனூர், இராசிபுரம், நாமக்கல். — [1165, 1926, 1519, 1955]
booth-row: பாகம் - 147 : நா.ஜெகன், 44, காமராஜர் நகர், சேந்தமங்கலம் பிரிவு சாலை, கோனேரிப்பட்டி, இராசிபுரம், நாமக்கல். — [1165, 1105, 1518, 1134]
organizer-entry: அமைப்பாளர் : செ.நிரேஷ்குமார், 43/14-இ, ராமசாமி, தெரு-2, இராசிபுரம், நாமக்கல். — [436, 2124, 790, 2153]
edition-date: கோவை 19.10.2025 — [29, 20, 392, 61]
ward-list — [436, 207, 790, 2155]
booth-heading: பாக அமைப்பாளர்கள் : — [186, 1444, 309, 1458]
